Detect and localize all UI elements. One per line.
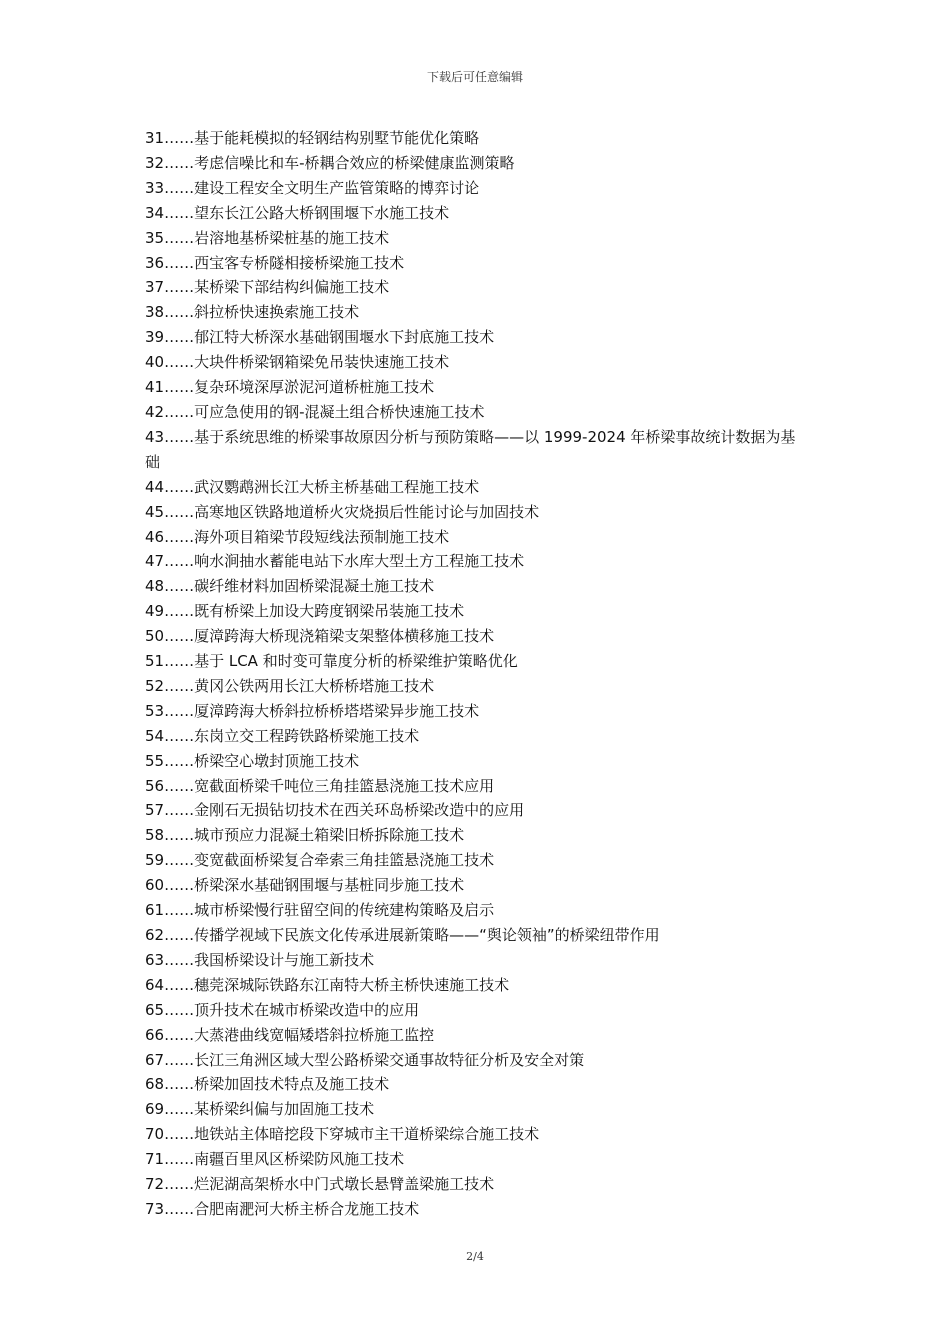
- toc-item: 38……斜拉桥快速换索施工技术: [145, 303, 360, 322]
- toc-item: 62……传播学视域下民族文化传承进展新策略——“舆论领袖”的桥梁纽带作用: [145, 926, 660, 944]
- toc-item: 60……桥梁深水基础钢围堰与基桩同步施工技术: [145, 876, 465, 895]
- toc-item: 46……海外项目箱梁节段短线法预制施工技术: [145, 527, 450, 546]
- toc-item: 72……烂泥湖高架桥水中门式墩长悬臂盖梁施工技术: [145, 1175, 495, 1194]
- toc-item: 70……地铁站主体暗挖段下穿城市主干道桥梁综合施工技术: [145, 1125, 540, 1144]
- toc-item: 37……某桥梁下部结构纠偏施工技术: [145, 278, 390, 297]
- toc-item: 61……城市桥梁慢行驻留空间的传统建构策略及启示: [145, 901, 495, 920]
- toc-item: 64……穗莞深城际铁路东江南特大桥主桥快速施工技术: [145, 975, 510, 994]
- toc-item: 52……黄冈公铁两用长江大桥桥塔施工技术: [145, 676, 435, 695]
- toc-item: 63……我国桥梁设计与施工新技术: [145, 950, 375, 969]
- toc-item: 59……变宽截面桥梁复合牵索三角挂篮悬浇施工技术: [145, 851, 495, 870]
- toc-item: 58……城市预应力混凝土箱梁旧桥拆除施工技术: [145, 826, 465, 845]
- toc-item: 33……建设工程安全文明生产监管策略的博弈讨论: [145, 178, 480, 197]
- page-number: 2/4: [466, 1250, 484, 1263]
- toc-item: 66……大蒸港曲线宽幅矮塔斜拉桥施工监控: [145, 1025, 435, 1044]
- toc-item: 44……武汉鹦鹉洲长江大桥主桥基础工程施工技术: [145, 477, 480, 496]
- toc-item: 57……金刚石无损钻切技术在西关环岛桥梁改造中的应用: [145, 801, 525, 820]
- toc-item: 42……可应急使用的钢-混凝土组合桥快速施工技术: [145, 402, 485, 421]
- toc-item: 34……望东长江公路大桥钢围堰下水施工技术: [145, 203, 450, 222]
- toc-item: 36……西宝客专桥隧相接桥梁施工技术: [145, 253, 405, 272]
- toc-item: 32……考虑信噪比和车-桥耦合效应的桥梁健康监测策略: [145, 153, 515, 172]
- toc-item: 43……基于系统思维的桥梁事故原因分析与预防策略——以 1999-2024 年桥梁事故统计数据为基础: [145, 427, 796, 471]
- toc-item: 54……东岗立交工程跨铁路桥梁施工技术: [145, 726, 420, 745]
- toc-item: 55……桥梁空心墩封顶施工技术: [145, 751, 360, 770]
- toc-item: 56……宽截面桥梁千吨位三角挂篮悬浇施工技术应用: [145, 776, 495, 795]
- toc-item: 48……碳纤维材料加固桥梁混凝土施工技术: [145, 577, 435, 596]
- toc-item: 65……顶升技术在城市桥梁改造中的应用: [145, 1000, 420, 1019]
- toc-item: 68……桥梁加固技术特点及施工技术: [145, 1075, 390, 1094]
- toc-item: 73……合肥南淝河大桥主桥合龙施工技术: [145, 1199, 420, 1218]
- toc-item: 50……厦漳跨海大桥现浇箱梁支架整体横移施工技术: [145, 627, 495, 646]
- toc-item: 35……岩溶地基桥梁桩基的施工技术: [145, 228, 390, 247]
- toc-item: 69……某桥梁纠偏与加固施工技术: [145, 1100, 375, 1119]
- toc-item: 71……南疆百里风区桥梁防风施工技术: [145, 1150, 405, 1169]
- page-header: 下载后可任意编辑: [426, 70, 523, 84]
- toc-item: 51……基于 LCA 和时变可靠度分析的桥梁维护策略优化: [145, 652, 518, 671]
- toc-item: 45……高寒地区铁路地道桥火灾烧损后性能讨论与加固技术: [145, 502, 540, 521]
- toc-list: [145, 126, 810, 1222]
- toc-item: 39……郁江特大桥深水基础钢围堰水下封底施工技术: [145, 328, 495, 347]
- toc-item: 49……既有桥梁上加设大跨度钢梁吊装施工技术: [145, 602, 465, 621]
- toc-item: 31……基于能耗模拟的轻钢结构别墅节能优化策略: [145, 129, 480, 147]
- toc-item: 67……长江三角洲区域大型公路桥梁交通事故特征分析及安全对策: [145, 1050, 585, 1069]
- toc-item: 53……厦漳跨海大桥斜拉桥桥塔塔梁异步施工技术: [145, 701, 480, 720]
- toc-item: 47……响水涧抽水蓄能电站下水库大型土方工程施工技术: [145, 552, 525, 571]
- toc-item: 40……大块件桥梁钢箱梁免吊装快速施工技术: [145, 353, 450, 372]
- toc-item: 41……复杂环境深厚淤泥河道桥桩施工技术: [145, 378, 435, 397]
